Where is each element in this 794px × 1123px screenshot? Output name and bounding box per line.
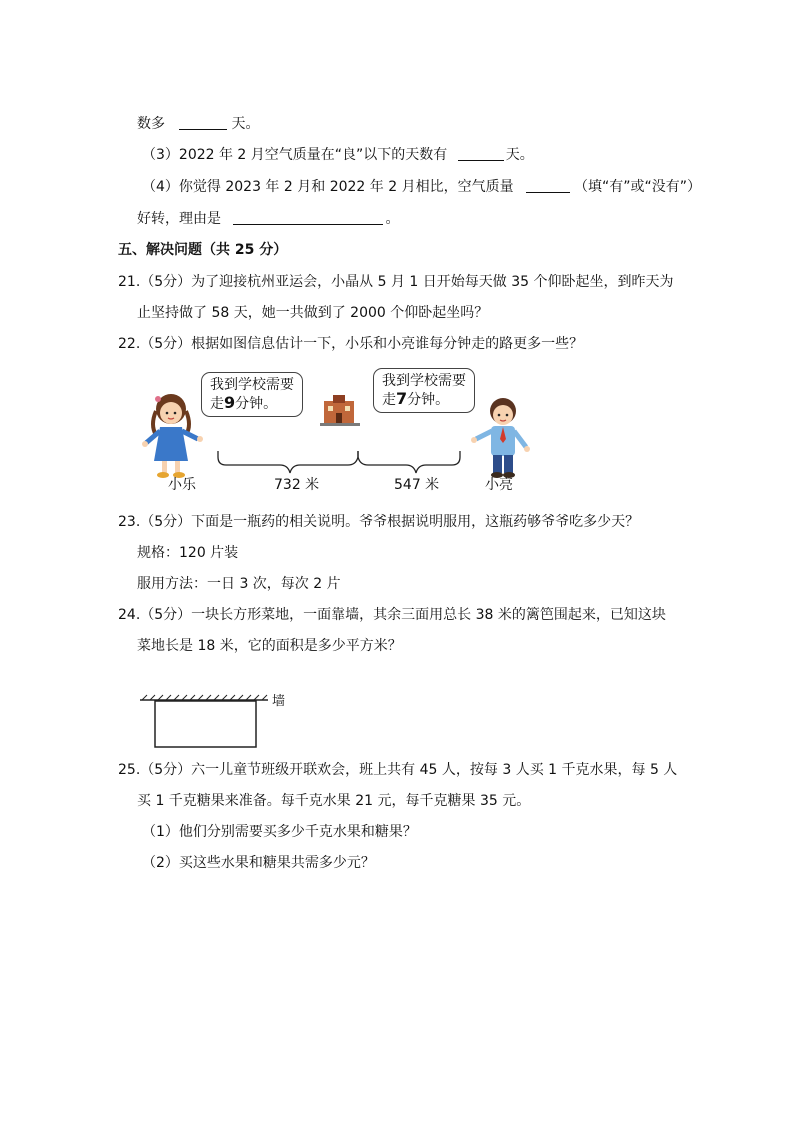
left-bubble-minutes: 9 bbox=[224, 393, 236, 412]
q24-line1: 24.（5分）一块长方形菜地，一面靠墙，其余三面用总长 38 米的篱笆围起来，已知这块 bbox=[118, 607, 666, 623]
q25-sub1: （1）他们分别需要买多少千克水果和糖果？ bbox=[142, 824, 417, 840]
q20-p3-text: （3）2022 年 2 月空气质量在“良”以下的天数有 bbox=[142, 147, 448, 163]
q23-usage: 服用方法：一日 3 次，每次 2 片 bbox=[137, 576, 341, 592]
distance-braces bbox=[218, 451, 460, 473]
q23-spec: 规格：120 片装 bbox=[137, 545, 239, 561]
answer-blank[interactable] bbox=[458, 146, 504, 161]
right-bubble-line2 bbox=[382, 390, 466, 409]
q21-line2: 止坚持做了 58 天，她一共做到了 2000 个仰卧起坐吗？ bbox=[137, 305, 489, 321]
left-bubble-line2 bbox=[210, 394, 294, 413]
q20-part4-line2 bbox=[137, 209, 399, 229]
q25-line2: 买 1 千克糖果来准备。每千克水果 21 元，每千克糖果 35 元。 bbox=[137, 793, 531, 809]
right-speech-bubble bbox=[373, 368, 475, 413]
q20-cont-prefix: 数多 bbox=[137, 116, 165, 132]
q20-p4-line2-suffix: 。 bbox=[385, 211, 400, 227]
answer-blank[interactable] bbox=[526, 178, 570, 193]
q20-p3-suffix: 天。 bbox=[505, 147, 534, 163]
right-distance-label: 547 米 bbox=[394, 477, 440, 493]
right-bubble-line1: 我到学校需要 bbox=[382, 373, 466, 389]
q22-figure bbox=[140, 365, 560, 495]
q22-line1: 22.（5分）根据如图信息估计一下，小乐和小亮谁每分钟走的路更多一些？ bbox=[118, 336, 584, 352]
right-bubble-post: 分钟。 bbox=[407, 392, 450, 408]
q21-line1: 21.（5分）为了迎接杭州亚运会，小晶从 5 月 1 日开始每天做 35 个仰卧起坐，到昨天为 bbox=[118, 274, 674, 290]
q24-line2: 菜地长是 18 米，它的面积是多少平方米？ bbox=[137, 638, 402, 654]
section-title: 五、解决问题（共 25 分） bbox=[118, 242, 288, 258]
right-bubble-pre: 走 bbox=[382, 392, 396, 408]
right-bubble-minutes: 7 bbox=[396, 389, 408, 408]
q20-cont-suffix: 天。 bbox=[231, 116, 260, 132]
girl-figure bbox=[142, 394, 203, 478]
left-name-label: 小乐 bbox=[168, 477, 196, 493]
left-bubble-post: 分钟。 bbox=[235, 396, 278, 412]
q25-sub2: （2）买这些水果和糖果共需多少元？ bbox=[142, 855, 375, 871]
q20-p4-suffix: （填“有”或“没有”） bbox=[574, 179, 702, 195]
q25-line1: 25.（5分）六一儿童节班级开联欢会，班上共有 45 人，按每 3 人买 1 千克水果，每 5 人 bbox=[118, 762, 678, 778]
left-speech-bubble bbox=[201, 372, 303, 417]
q20-part3 bbox=[142, 145, 534, 165]
right-name-label: 小亮 bbox=[485, 477, 513, 493]
boy-figure bbox=[471, 398, 530, 478]
q20-continuation bbox=[137, 114, 259, 134]
left-bubble-pre: 走 bbox=[210, 396, 224, 412]
answer-blank[interactable] bbox=[233, 210, 383, 225]
answer-blank[interactable] bbox=[179, 115, 227, 130]
left-bubble-line1: 我到学校需要 bbox=[210, 377, 294, 393]
q20-part4 bbox=[142, 177, 701, 197]
left-distance-label: 732 米 bbox=[274, 477, 320, 493]
wall-label: 墙 bbox=[272, 694, 286, 709]
vegetable-plot-rect bbox=[155, 701, 256, 747]
q24-figure bbox=[138, 692, 298, 752]
q23-line1: 23.（5分）下面是一瓶药的相关说明。爷爷根据说明服用，这瓶药够爷爷吃多少天？ bbox=[118, 514, 640, 530]
q20-p4-line2-text: 好转，理由是 bbox=[137, 211, 221, 227]
q20-p4-text: （4）你觉得 2023 年 2 月和 2022 年 2 月相比，空气质量 bbox=[142, 179, 514, 195]
school-icon bbox=[320, 395, 360, 426]
